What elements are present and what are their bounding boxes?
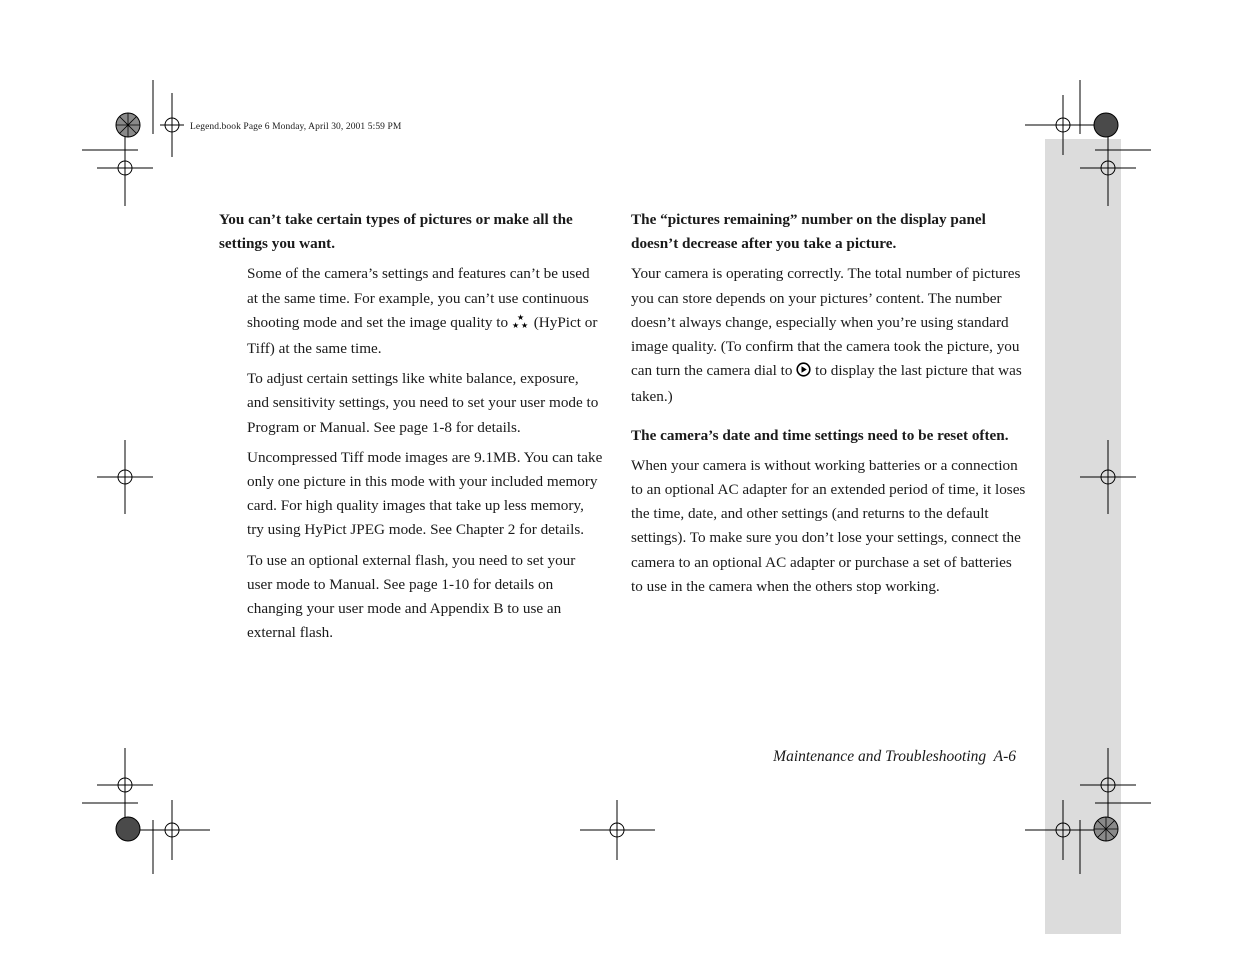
right-paragraph-1-text-b: to display the last picture that was taken.) [631,362,1022,406]
svg-text:★: ★ [511,320,520,329]
registration-crosshair [580,800,655,860]
right-heading-1: The “pictures remaining” number on the display panel doesn’t decrease after you take a picture. [631,211,986,253]
right-paragraph-1 [631,262,1026,409]
registration-crosshair [134,800,210,860]
left-heading: You can’t take certain types of pictures or make all the settings you want. [219,211,573,253]
left-paragraph-3: Uncompressed Tiff mode images are 9.1MB. You can take only one picture in this mode with your included memory card. For high quality images that take up less memory, try using HyPict JPEG mode. See Chapter 2 for details. [247,448,603,539]
page-footer [773,748,1016,766]
right-column [631,208,1026,605]
right-paragraph-1-text-a: Your camera is operating correctly. The total number of pictures you can store depends on your pictures’ content. The number doesn’t always change, especially when you’re using standard image quality. (To confirm that the camera took the picture, you can turn the camera dial to [631,265,1021,380]
star-target-bottom-right [1094,817,1118,841]
registration-crosshair [97,440,153,514]
registration-crosshair [160,93,184,157]
star-target-top-right [1094,113,1118,137]
right-paragraph-2: When your camera is without working batteries or a connection to an optional AC adapter for an extended period of time, it loses the time, date, and other settings (and returns to the default settings). To make sure you don’t lose your settings, connect the camera to an optional AC adapter or purchase a set of batteries to use in the camera when the others stop working. [631,456,1026,595]
left-paragraph-1-text-a: Some of the camera’s settings and features can’t be used at the same time. For example, you can’t use continuous shooting mode and set the image quality to [247,265,590,331]
left-paragraph-1 [247,262,604,361]
registration-crosshair [1080,130,1136,206]
left-paragraph-4: To use an optional external flash, you need to set your user mode to Manual. See page 1-10 for details on changing your user mode and Appendix B to use an external flash. [247,551,576,642]
star-target-bottom-left [116,817,140,841]
registration-crosshair [1080,748,1136,822]
right-heading-2: The camera’s date and time settings need to be reset often. [631,426,1009,444]
file-info-header: Legend.book Page 6 Monday, April 30, 2001 5:59 PM [190,122,402,132]
footer-section-title: Maintenance and Troubleshooting [773,748,987,765]
registration-crosshair [1025,800,1101,860]
image-quality-stars-icon [512,313,530,337]
registration-crosshair [97,748,153,822]
left-paragraph-1-text-b: (HyPict or Tiff) at the same time. [247,313,598,358]
page-number: A-6 [993,748,1016,765]
star-target-top-left [116,113,140,137]
registration-crosshair [1080,440,1136,514]
registration-crosshair [1025,95,1101,155]
svg-text:★: ★ [516,312,525,322]
left-column [219,208,604,651]
playback-icon [796,361,811,385]
registration-crosshair [97,130,153,206]
svg-text:★: ★ [520,320,529,329]
left-paragraph-2: To adjust certain settings like white balance, exposure, and sensitivity settings, you need to set your user mode to Program or Manual. See page 1-8 for details. [247,370,599,436]
